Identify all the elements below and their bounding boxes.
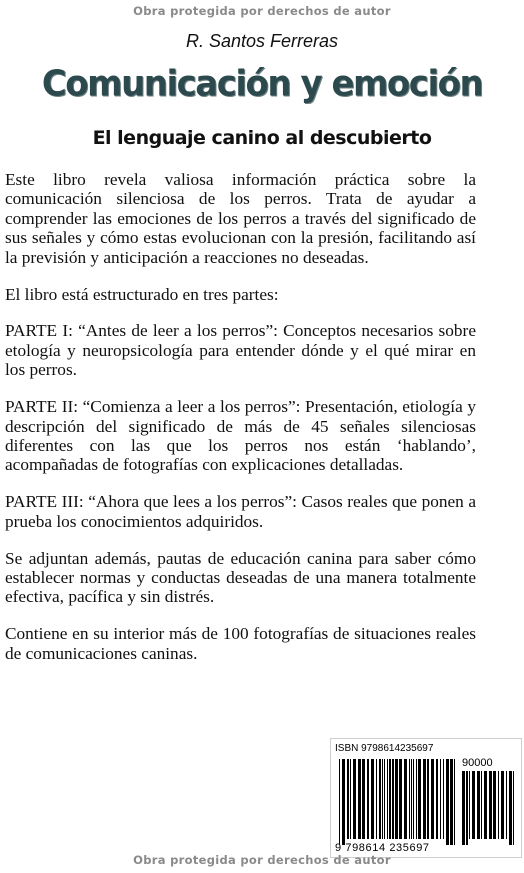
back-cover-description — [5, 170, 476, 681]
isbn-digits: 9 798614 235697 — [335, 842, 430, 854]
isbn-barcode — [330, 738, 522, 858]
copyright-watermark-bottom: Obra protegida por derechos de autor — [133, 853, 391, 867]
copyright-watermark-top: Obra protegida por derechos de autor — [133, 4, 391, 18]
paragraph-part-1: PARTE I: “Antes de leer a los perros”: Conceptos necesarios sobre etología y neuropsicología para entender dónde y el qué mirar en los perros. — [5, 321, 476, 380]
book-subtitle: El lenguaje canino al descubierto — [92, 127, 432, 149]
paragraph-part-2: PARTE II: “Comienza a leer a los perros”: Presentación, etiología y descripción del significado de más de 45 señales silenciosas diferentes con las que los perros nos están ‘hablando’, acompañadas de fotografías con explicaciones detalladas. — [5, 397, 476, 475]
price-code: 90000 — [462, 757, 493, 769]
paragraph-structure: El libro está estructurado en tres partes: — [5, 284, 279, 304]
paragraph-part-3: PARTE III: “Ahora que lees a los perros”: Casos reales que ponen a prueba los conocimientos adquiridos. — [5, 492, 476, 531]
paragraph-photos: Contiene en su interior más de 100 fotografías de situaciones reales de comunicaciones caninas. — [5, 624, 476, 663]
paragraph-education: Se adjuntan además, pautas de educación canina para saber cómo establecer normas y conductas deseadas de una manera totalmente efectiva, pacífica y sin distrés. — [5, 548, 476, 607]
author-name: R. Santos Ferreras — [185, 31, 339, 51]
paragraph-intro: Este libro revela valiosa información práctica sobre la comunicación silenciosa de los perros. Trata de ayudar a comprender las emociones de los perros a través del significado de sus señales y cómo estas evolucionan con la presión, facilitando así la previsión y anticipación a reacciones no deseadas. — [5, 170, 476, 267]
book-title: Comunicación y emoción — [41, 63, 483, 105]
isbn-label: ISBN 9798614235697 — [335, 743, 434, 754]
